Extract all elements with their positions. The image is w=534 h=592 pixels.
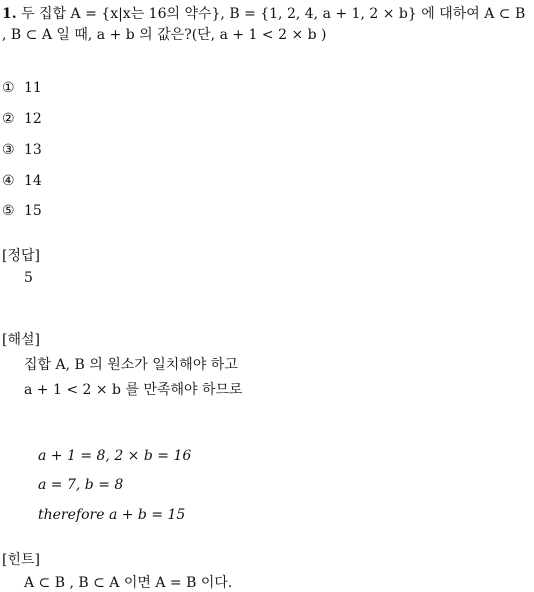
answer-value: 5 [24,270,33,286]
choice-marker: ② [2,111,15,127]
explanation-equation-3: therefore a + b = 15 [38,507,186,523]
question-number: 1. [2,6,17,22]
choice-value: 13 [24,142,42,158]
question-line-2 [2,24,327,44]
choice-value: 14 [24,173,42,189]
choice-value: 12 [24,111,42,127]
choice-4[interactable] [2,173,42,189]
choice-marker: ① [2,80,15,96]
explanation-line-2: a + 1 < 2 × b 를 만족해야 하므로 [24,382,243,398]
choice-marker: ④ [2,173,15,189]
explanation-line-1: 집합 A, B 의 원소가 일치해야 하고 [24,357,238,373]
question-line-1 [2,3,525,23]
explanation-equation-2: a = 7, b = 8 [38,477,124,493]
hint-label: [힌트] [2,552,40,568]
hint-line-1: A ⊂ B , B ⊂ A 이면 A = B 이다. [24,575,233,591]
choice-5[interactable] [2,203,42,219]
explanation-label: [해설] [2,332,40,348]
question-text-1: 두 집합 A = {x|x는 16의 약수}, B = {1, 2, 4, a + 1, 2 × b} 에 대하여 A ⊂ B [21,6,526,22]
question-text-2: , B ⊂ A 일 때, a + b 의 값은?(단, a + 1 < 2 × b ) [2,27,327,43]
choice-marker: ③ [2,142,15,158]
choice-value: 15 [24,203,42,219]
choice-2[interactable] [2,111,42,127]
choice-1[interactable] [2,80,42,96]
choice-value: 11 [24,80,42,96]
choice-marker: ⑤ [2,203,15,219]
choice-3[interactable] [2,142,42,158]
explanation-equation-1: a + 1 = 8, 2 × b = 16 [38,448,192,464]
answer-label: [정답] [2,248,40,264]
